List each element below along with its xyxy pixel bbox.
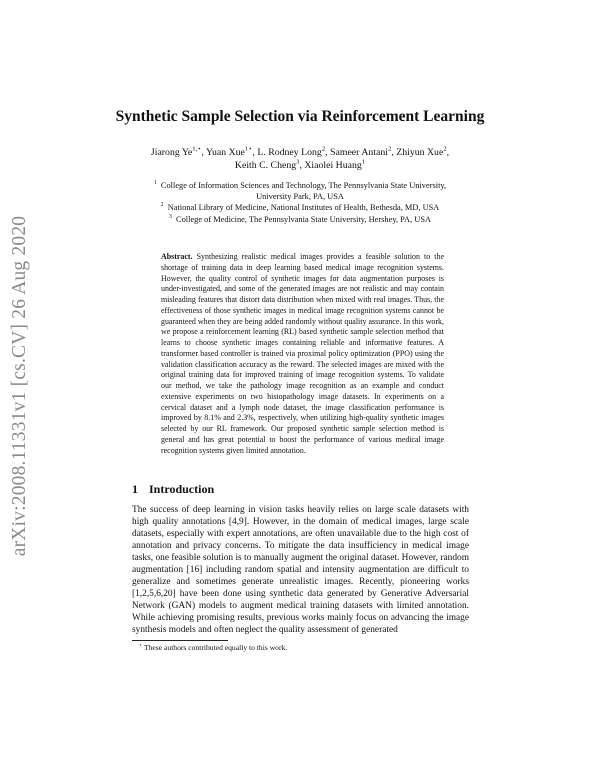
affiliation-text: College of Information Sciences and Technology, The Pennsylvania State University, bbox=[160, 181, 447, 190]
author-name: Jiarong Ye bbox=[150, 147, 193, 158]
affiliation-1-cont: University Park, PA, USA bbox=[256, 192, 344, 202]
author-name: Sameer Antani bbox=[330, 147, 388, 158]
section-title: Introduction bbox=[149, 482, 215, 496]
abstract-text: Synthesizing realistic medical images provides a feasible solution to the shortage of training data in deep learning based medical image recognition systems. However, the quality control of synthetic images for data augmentation purposes is under-investigated, and some of the generated images are not realistic and may contain misleading features that distort data distribution when mixed with real images. Thus, the effectiveness of those synthetic images in medical image recognition systems cannot be guaranteed when they are being added randomly without quality assurance. In this work, we propose a reinforcement learning (RL) based synthetic sample selection method that learns to choose synthetic images containing reliable and informative features. A transformer based controller is trained via proximal policy optimization (PPO) using the validation classification accuracy as the reward. The selected images are mixed with the original training data for improved training of image recognition systems. To validate our method, we take the pathology image recognition as an example and conduct extensive experiments on two histopathology image datasets. In experiments on a cervical dataset and a lymph node dataset, the image classification performance is improved by 8.1% and 2.3%, respectively, when utilizing high-quality synthetic images selected by our RL framework. Our proposed synthetic sample selection method is general and has great potential to boost the performance of various medical image recognition systems given limited annotation. bbox=[161, 252, 444, 455]
author-mark: 1⋆ bbox=[244, 145, 253, 153]
affiliation-number: 2 bbox=[160, 202, 164, 209]
footnote bbox=[139, 643, 287, 652]
affiliation-text: National Library of Medicine, National Institutes of Health, Bethesda, MD, USA bbox=[167, 203, 440, 213]
author-mark: 2 bbox=[443, 145, 447, 153]
author-name: Xiaolei Huang bbox=[304, 160, 362, 171]
section-heading bbox=[132, 482, 214, 497]
author-mark: 2 bbox=[321, 145, 326, 153]
affiliation-2 bbox=[130, 202, 470, 213]
author-line-1: Jiarong $Ye^{1,⋆}$, Yuan Xue$^{1⋆}$, L. Rodney Long$^2$, Sameer Antani$^2$, Zhiyun Xue$^2$, bbox=[150, 145, 450, 158]
affiliation-1 bbox=[130, 180, 470, 191]
footnote-divider bbox=[132, 640, 228, 641]
section-number: 1 bbox=[132, 482, 138, 496]
affiliation-list bbox=[130, 180, 470, 225]
affiliation-number: 3 bbox=[168, 213, 172, 220]
author-name: Zhiyun Xue bbox=[396, 147, 444, 158]
footnote-mark: ⋆ bbox=[139, 642, 143, 649]
author-name: Yuan Xue bbox=[206, 147, 245, 158]
author-list bbox=[140, 146, 460, 172]
author-name: Keith C. Cheng bbox=[234, 160, 297, 171]
arxiv-identifier bbox=[6, 200, 34, 572]
author-mark: 1,⋆ bbox=[192, 145, 202, 153]
arxiv-identifier-text: arXiv:2008.11331v1 [cs.CV] 26 Aug 2020 bbox=[9, 215, 30, 557]
author-name: L. Rodney Long bbox=[257, 147, 322, 158]
author-line-2: Keith C. Cheng$^3$, Xiaolei Huang$^1$ bbox=[234, 158, 366, 171]
intro-paragraph: The success of deep learning in vision tasks heavily relies on large scale datasets with high quality annotations [4,9]. However, in the domain of medical images, large scale datasets, especially with expert annotations, are often unavailable due to the high cost of annotation and privacy concerns. To mitigate the data insufficiency in medical image tasks, one feasible solution is to manually augment the original dataset. However, random augmentation [16] including random spatial and intensity augmentation are difficult to generalize and sometimes generate unrealistic images. Recently, pioneering works [1,2,5,6,20] have been done using synthetic data generated by Generative Adversarial Network (GAN) models to augment medical training datasets with limited annotation. While achieving promising results, previous works mainly focus on advancing the image synthesis models and often neglect the quality assessment of generated bbox=[132, 505, 469, 635]
footnote-text: These authors contributed equally to this work. bbox=[144, 643, 288, 652]
affiliation-number: 1 bbox=[153, 180, 157, 187]
affiliation-3 bbox=[130, 214, 470, 225]
abstract bbox=[161, 252, 444, 456]
affiliation-text: College of Medicine, The Pennsylvania State University, Hershey, PA, USA bbox=[176, 214, 432, 224]
abstract-label: Abstract. bbox=[161, 252, 193, 261]
author-mark: 1 bbox=[361, 158, 366, 166]
author-mark: 3 bbox=[296, 158, 300, 166]
paper-title: Synthetic Sample Selection via Reinforcement Learning bbox=[115, 108, 485, 125]
author-mark: 2 bbox=[388, 145, 392, 153]
